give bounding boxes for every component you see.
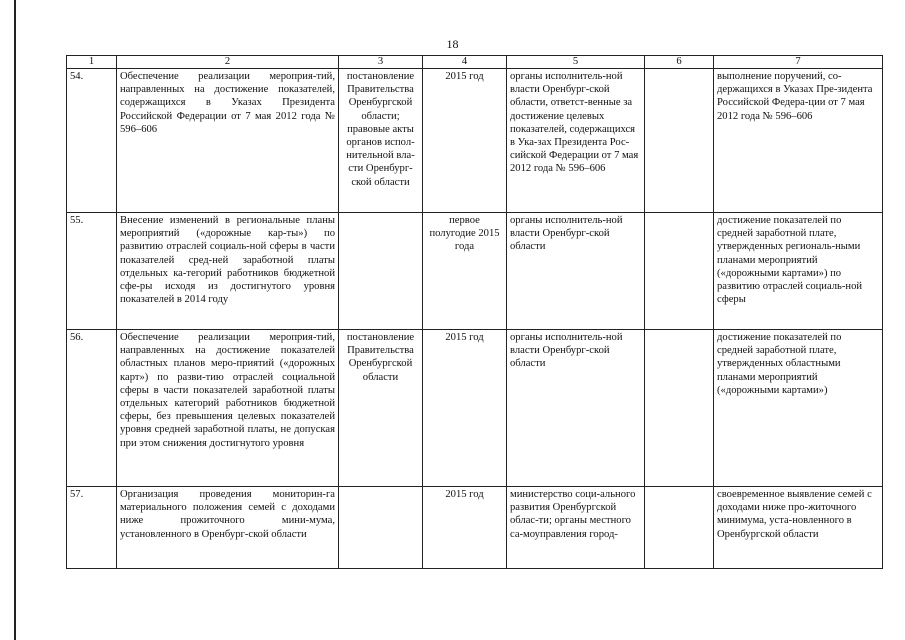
row-number: 56. <box>67 330 117 487</box>
document-cell: постановление Правительства Оренбургской области <box>339 330 423 487</box>
column-header: 5 <box>507 56 645 69</box>
executors-cell: органы исполнитель-ной власти Оренбург-ской области <box>507 330 645 487</box>
document-cell <box>339 213 423 330</box>
document-cell: постановление Правительства Оренбургской области; правовые акты органов испол-нительной вла-сти Оренбург-ской области <box>339 69 423 213</box>
column-header: 1 <box>67 56 117 69</box>
binding-edge-line <box>14 0 16 640</box>
table-row <box>67 330 883 487</box>
column-header: 7 <box>714 56 883 69</box>
result-cell: достижение показателей по средней заработной плате, утвержденных областными планами мероприятий («дорожными картами») <box>714 330 883 487</box>
empty-cell <box>645 69 714 213</box>
term-cell: 2015 год <box>423 330 507 487</box>
result-cell: достижение показателей по средней заработной плате, утвержденных региональ-ными планами мероприятий («дорожными картами») по развитию отраслей социаль-ной сферы <box>714 213 883 330</box>
measure-cell: Внесение изменений в региональные планы мероприятий («дорожные кар-ты») по развитию отраслей социаль-ной сферы в части показателей сред-ней заработной платы отдельных ка-тегорий работников бюджетной сфе-ры исходя из достигнутого уровня показателей в 2014 году <box>117 213 339 330</box>
empty-cell <box>645 330 714 487</box>
column-header: 4 <box>423 56 507 69</box>
executors-cell: органы исполнитель-ной власти Оренбург-ской области <box>507 213 645 330</box>
column-number-row <box>67 56 883 69</box>
executors-cell: министерство соци-ального развития Оренбургской облас-ти; органы местного са-моуправления город- <box>507 487 645 569</box>
measure-cell: Обеспечение реализации мероприя-тий, направленных на достижение показателей, содержащихся в Указах Президента Российской Федерации от 7 мая 2012 года № 596–606 <box>117 69 339 213</box>
term-cell: первое полугодие 2015 года <box>423 213 507 330</box>
result-cell: своевременное выявление семей с доходами ниже про-житочного минимума, уста-новленного в Оренбургской области <box>714 487 883 569</box>
document-cell <box>339 487 423 569</box>
term-cell: 2015 год <box>423 487 507 569</box>
measures-table <box>66 55 883 569</box>
row-number: 57. <box>67 487 117 569</box>
empty-cell <box>645 213 714 330</box>
result-cell: выполнение поручений, со-держащихся в Указах Пре-зидента Российской Федера-ции от 7 мая 2012 года № 596–606 <box>714 69 883 213</box>
column-header: 3 <box>339 56 423 69</box>
column-header: 6 <box>645 56 714 69</box>
measure-cell: Организация проведения мониторин-га материального положения семей с доходами ниже прожиточного мини-мума, установленного в Оренбург-ской области <box>117 487 339 569</box>
row-number: 55. <box>67 213 117 330</box>
table-row <box>67 487 883 569</box>
row-number: 54. <box>67 69 117 213</box>
term-cell: 2015 год <box>423 69 507 213</box>
column-header: 2 <box>117 56 339 69</box>
page-number: 18 <box>446 37 459 51</box>
measure-cell: Обеспечение реализации мероприя-тий, направленных на достижение показателей областных планов меро-приятий («дорожных карт») по разви-тию отраслей социальной сферы в части показателей заработной платы отдельных категорий работников бюджетной сферы, без превышения целевых показателей уровня средней заработной платы, не допуская при этом снижения достигнутого уровня <box>117 330 339 487</box>
executors-cell: органы исполнитель-ной власти Оренбург-ской области, ответст-венные за достижение целевых показателей, содержащихся в Ука-зах Президента Рос-сийской Федерации от 7 мая 2012 года № 596–606 <box>507 69 645 213</box>
table-row <box>67 69 883 213</box>
table-row <box>67 213 883 330</box>
empty-cell <box>645 487 714 569</box>
